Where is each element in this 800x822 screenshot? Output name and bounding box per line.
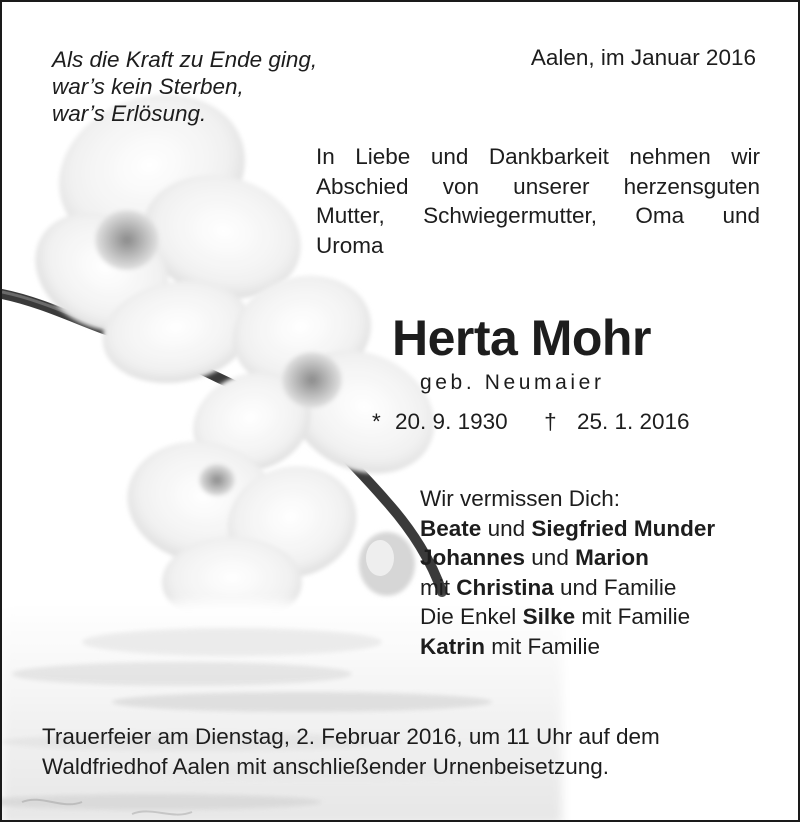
motto-line: war’s kein Sterben,: [52, 74, 244, 99]
service-line: Trauerfeier am Dienstag, 2. Februar 2016, um 11 Uhr auf dem: [42, 724, 660, 749]
motto-line: Als die Kraft zu Ende ging,: [52, 47, 318, 72]
survivor-name: Marion: [575, 545, 649, 570]
intro-paragraph: [316, 142, 760, 260]
survivor-line: Katrin mit Familie: [420, 633, 601, 659]
intro-line: Abschied von unserer herzensguten: [316, 173, 760, 199]
intro-line: Uroma: [316, 232, 384, 258]
survivor-line: Johannes und Marion: [420, 545, 649, 570]
survivor-line: mit Christina und Familie: [420, 574, 677, 600]
birth-symbol: *: [372, 409, 381, 434]
intro-line: In Liebe und Dankbarkeit nehmen wir: [316, 144, 760, 169]
motto-verse: [52, 46, 317, 127]
survivor-name: Silke: [522, 604, 576, 629]
intro-line: Mutter, Schwiegermutter, Oma und: [316, 203, 760, 228]
orchid-bud: [359, 532, 415, 596]
death-date: 25. 1. 2016: [576, 409, 690, 434]
survivor-name: Christina: [456, 574, 554, 600]
life-dates: [372, 407, 690, 437]
survivor-name: Siegfried Munder: [531, 515, 716, 541]
survivor-name: Johannes: [420, 545, 526, 570]
maiden-name: geb. Neumaier: [420, 371, 605, 394]
funeral-service-info: [42, 722, 764, 781]
survivor-name: Beate: [420, 515, 482, 541]
death-symbol: †: [544, 409, 557, 434]
motto-line: war’s Erlösung.: [52, 101, 207, 126]
survivor-line: Die Enkel Silke mit Familie: [420, 604, 691, 629]
survivor-line: Beate und Siegfried Munder: [420, 515, 716, 541]
survivors-heading: Wir vermissen Dich:: [420, 486, 621, 511]
deceased-name: Herta Mohr: [392, 310, 651, 366]
survivor-name: Katrin: [420, 633, 486, 659]
survivors-list: [420, 484, 715, 661]
birth-date: 20. 9. 1930: [395, 409, 508, 434]
service-line: Waldfriedhof Aalen mit anschließender Urnenbeisetzung.: [42, 753, 609, 779]
place-date: Aalen, im Januar 2016: [530, 45, 756, 70]
